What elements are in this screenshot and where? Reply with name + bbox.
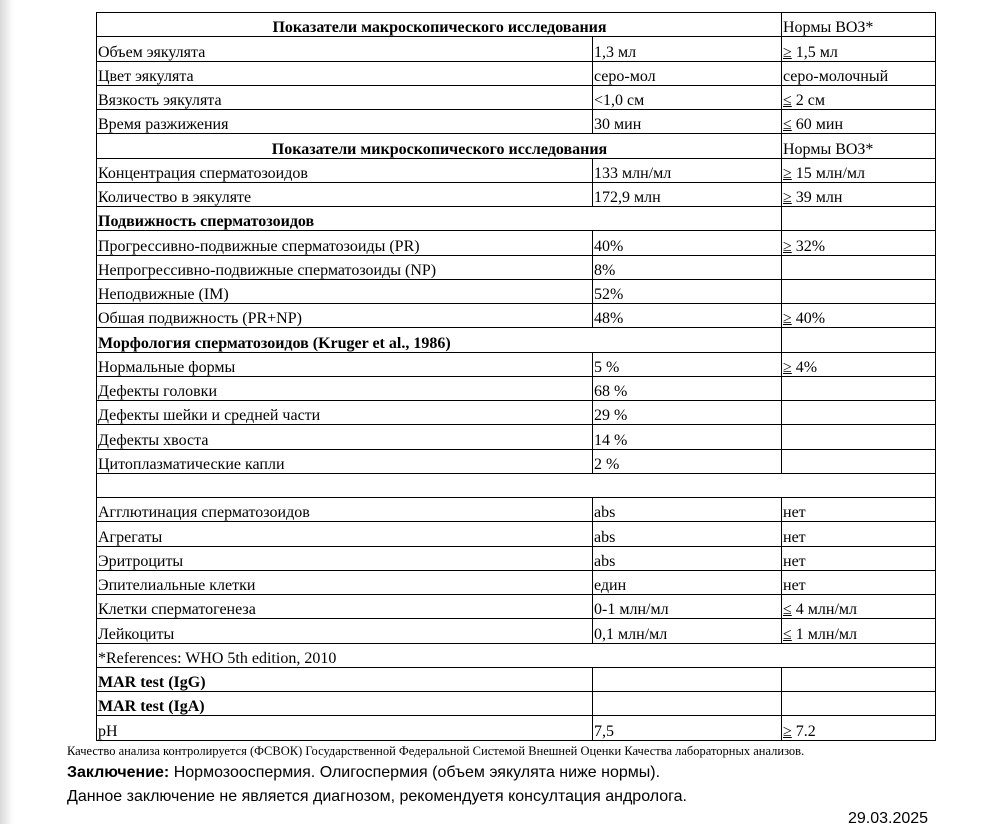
norm-value: нет [783,552,806,570]
parameter-name: Количество в эякуляте [97,182,593,206]
empty-cell [782,207,936,231]
table-row [97,498,936,522]
norm-header: Нормы ВОЗ* [782,134,936,158]
section-header: Показатели макроскопического исследования [97,13,782,37]
result-value: 52% [593,279,782,303]
parameter-name: pH [97,716,593,740]
table-row [97,546,936,570]
mar-iga-row [97,692,936,716]
table-row [97,619,936,643]
blank-row [97,473,936,497]
parameter-name: Агрегаты [97,522,593,546]
table-row [97,110,936,134]
parameter-name: Дефекты головки [97,376,593,400]
parameter-name: Эритроциты [97,546,593,570]
parameter-name: Нормальные формы [97,352,593,376]
norm-sign: ≤ [783,625,792,643]
table-row [97,716,936,740]
table-row [97,231,936,255]
empty-cell [593,692,782,716]
norm-cell [782,498,936,522]
empty-cell [593,667,782,691]
norm-sign: ≥ [783,310,792,328]
table-body [97,13,936,741]
norm-value: 15 млн/мл [791,164,866,182]
result-value: 0-1 млн/мл [593,595,782,619]
references-note: *References: WHO 5th edition, 2010 [97,643,936,667]
norm-value: 2 см [791,92,826,109]
norm-sign: ≥ [783,189,792,206]
norm-sign: ≥ [783,358,792,376]
norm-cell [782,231,936,255]
result-value: серо-мол [593,61,782,85]
norm-sign: ≥ [783,164,792,182]
table-row [97,255,936,279]
parameter-name: Объем эякулята [97,37,593,61]
norm-value: 1 млн/мл [791,625,858,643]
norm-sign: ≥ [783,722,792,740]
norm-sign: ≤ [783,116,792,134]
norm-cell [782,85,936,109]
norm-cell [782,182,936,206]
parameter-name: Цитоплазматические капли [97,449,593,473]
parameter-name: Непрогрессивно-подвижные сперматозоиды (NP) [97,255,593,279]
norm-cell [782,158,936,182]
norm-cell [782,37,936,61]
section-title: Подвижность сперматозоидов [97,207,782,231]
norm-cell [782,716,936,740]
parameter-name: Дефекты шейки и средней части [97,401,593,425]
result-value: abs [593,546,782,570]
parameter-name: Лейкоциты [97,619,593,643]
parameter-name: Обшая подвижность (PR+NP) [97,304,593,328]
mar-igg-row [97,667,936,691]
norm-value: 1,5 мл [791,43,838,61]
section-title: Морфология сперматозоидов (Kruger et al., 1986) [97,328,782,352]
result-value: abs [593,522,782,546]
empty-cell [782,328,936,352]
result-value: 14 % [593,425,782,449]
semen-analysis-table [96,12,936,741]
norm-value: 4% [791,358,818,376]
norm-value: 60 мин [791,116,844,134]
norm-value: 4 млн/мл [791,601,858,619]
result-value: 2 % [593,449,782,473]
page-edge-shadow [0,0,14,824]
norm-value: серо-молочный [783,67,889,85]
table-row [97,158,936,182]
table-row [97,37,936,61]
motility-header-row [97,207,936,231]
norm-value: нет [783,577,806,594]
parameter-name: Дефекты хвоста [97,425,593,449]
macro-header-row [97,13,936,37]
norm-value: нет [783,528,806,546]
result-value: един [593,570,782,594]
empty-cell [782,667,936,691]
norm-value: нет [783,504,806,522]
norm-cell [782,376,936,400]
norm-cell [782,595,936,619]
result-value: 68 % [593,376,782,400]
result-value: 7,5 [593,716,782,740]
section-title: MAR test (IgA) [97,692,593,716]
norm-cell [782,352,936,376]
table-row [97,182,936,206]
conclusion-text: Нормозооспермия. Олигоспермия (объем эякулята ниже нормы). [169,764,661,781]
parameter-name: Концентрация сперматозоидов [97,158,593,182]
norm-cell [782,110,936,134]
result-value: 0,1 млн/мл [593,619,782,643]
table-row [97,595,936,619]
parameter-name: Прогрессивно-подвижные сперматозоиды (PR) [97,231,593,255]
report-date: 29.03.2025 [848,810,929,827]
result-value: 172,9 млн [593,182,782,206]
norm-value: 40% [791,310,826,328]
result-value: abs [593,498,782,522]
morphology-header-row [97,328,936,352]
result-value: 1,3 мл [593,37,782,61]
table-row [97,401,936,425]
parameter-name: Время разжижения [97,110,593,134]
result-value: 48% [593,304,782,328]
norm-cell [782,522,936,546]
norm-cell [782,449,936,473]
empty-cell [782,692,936,716]
table-row [97,522,936,546]
norm-cell [782,255,936,279]
result-value: 40% [593,231,782,255]
table-row [97,352,936,376]
norm-sign: ≤ [783,601,792,619]
result-value: 133 млн/мл [593,158,782,182]
norm-cell [782,401,936,425]
parameter-name: Цвет эякулята [97,61,593,85]
micro-header-row [97,134,936,158]
norm-sign: ≥ [783,43,792,61]
norm-sign: ≥ [783,237,792,255]
result-value: 30 мин [593,110,782,134]
parameter-name: Клетки сперматогенеза [97,595,593,619]
parameter-name: Агглютинация сперматозоидов [97,498,593,522]
norm-value: 32% [791,237,826,255]
disclaimer: Данное заключение не является диагнозом, рекомендуетя консултация андролога. [67,788,687,805]
conclusion [67,764,660,782]
norm-cell [782,61,936,85]
norm-cell [782,619,936,643]
norm-cell [782,425,936,449]
section-header: Показатели микроскопического исследования [97,134,782,158]
result-value: 5 % [593,352,782,376]
conclusion-label: Заключение: [67,764,170,781]
result-value: <1,0 см [593,85,782,109]
result-value: 29 % [593,401,782,425]
norm-value: 7.2 [791,722,816,740]
table-row [97,376,936,400]
references-row [97,643,936,667]
table-row [97,61,936,85]
norm-cell [782,304,936,328]
empty-cell [97,473,936,497]
norm-value: 39 млн [791,189,843,206]
norm-header: Нормы ВОЗ* [782,13,936,37]
table-row [97,449,936,473]
quality-control-note: Качество анализа контролируется (ФСВОК) Государственной Федеральной Системой Внешней Оценки Качества лабораторных анализов. [67,744,805,758]
norm-sign: ≤ [783,92,792,109]
norm-cell [782,546,936,570]
result-value: 8% [593,255,782,279]
table-row [97,425,936,449]
table-row [97,304,936,328]
parameter-name: Эпителиальные клетки [97,570,593,594]
section-title: MAR test (IgG) [97,667,593,691]
norm-cell [782,279,936,303]
parameter-name: Неподвижные (IM) [97,279,593,303]
parameter-name: Вязкость эякулята [97,85,593,109]
table-row [97,570,936,594]
table-row [97,279,936,303]
table-row [97,85,936,109]
norm-cell [782,570,936,594]
